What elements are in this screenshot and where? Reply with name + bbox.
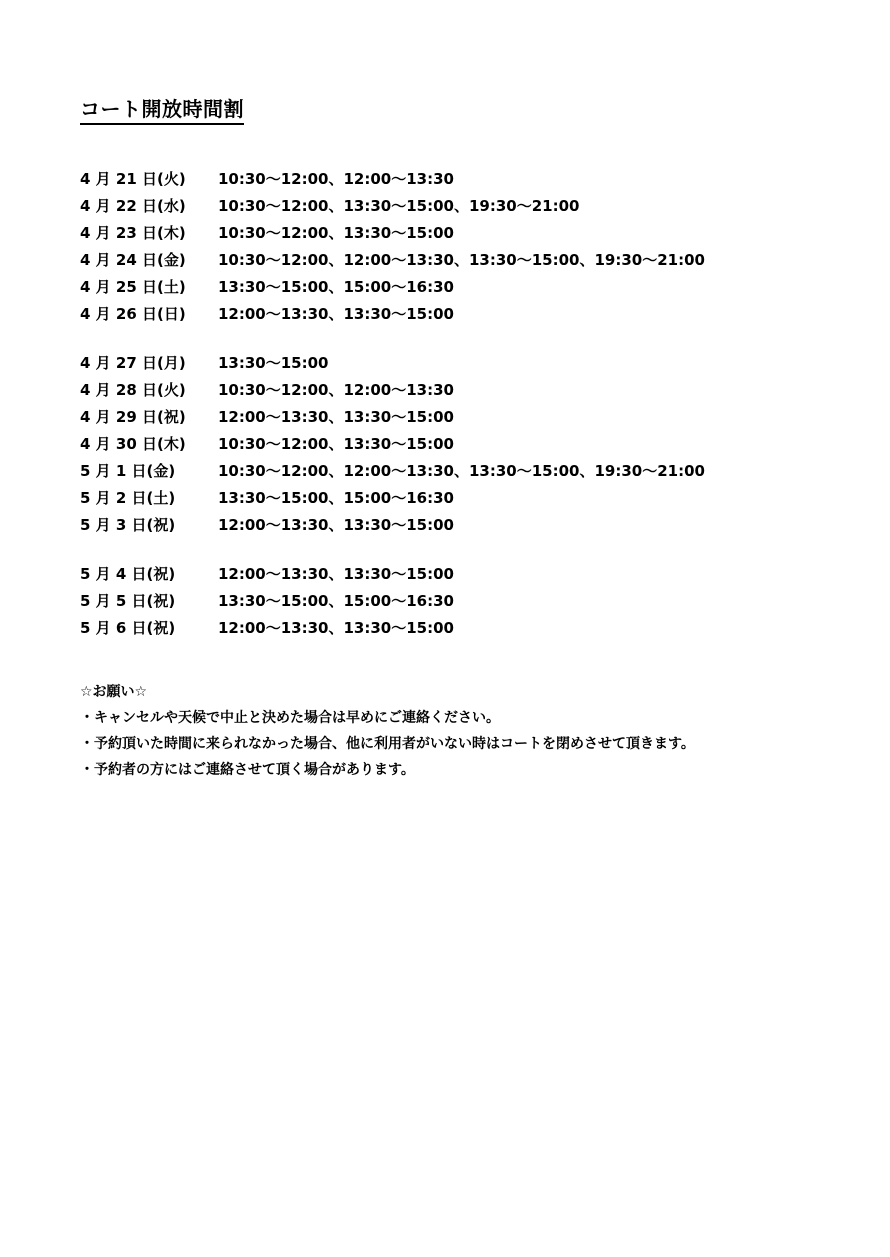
schedule-times: 10:30～12:00、12:00～13:30、13:30～15:00、19:30～21:00 [218,251,705,269]
schedule-row [80,561,705,588]
schedule-group [80,350,705,539]
schedule-row [80,350,705,377]
schedule-times: 12:00～13:30、13:30～15:00 [218,619,454,637]
notes-section [80,679,695,783]
page-title: コート開放時間割 [80,96,244,125]
schedule-date: 4 月 27 日(月) [80,354,186,372]
schedule-date: 4 月 22 日(水) [80,197,186,215]
schedule-times: 13:30～15:00、15:00～16:30 [218,278,454,296]
schedule-row [80,377,705,404]
schedule-row [80,166,705,193]
schedule-date: 5 月 6 日(祝) [80,619,176,637]
schedule-date: 4 月 23 日(木) [80,224,186,242]
schedule-date: 5 月 4 日(祝) [80,565,176,583]
schedule-date: 4 月 25 日(土) [80,278,186,296]
schedule-date: 5 月 1 日(金) [80,462,176,480]
note-item: ・予約者の方にはご連絡させて頂く場合があります。 [80,762,415,778]
schedule-group [80,166,705,328]
schedule-row [80,512,705,539]
schedule-times: 12:00～13:30、13:30～15:00 [218,516,454,534]
schedule-date: 5 月 5 日(祝) [80,592,176,610]
schedule-group [80,561,705,642]
schedule-times: 12:00～13:30、13:30～15:00 [218,305,454,323]
schedule-times: 10:30～12:00、13:30～15:00 [218,435,454,453]
note-item: ・予約頂いた時間に来られなかった場合、他に利用者がいない時はコートを閉めさせて頂きます。 [80,736,695,752]
schedule-times: 12:00～13:30、13:30～15:00 [218,565,454,583]
schedule-row [80,193,705,220]
schedule-times: 12:00～13:30、13:30～15:00 [218,408,454,426]
schedule-date: 4 月 26 日(日) [80,305,186,323]
schedule-row [80,220,705,247]
schedule-row [80,404,705,431]
schedule-times: 13:30～15:00、15:00～16:30 [218,489,454,507]
schedule-row [80,301,705,328]
notes-heading: ☆お願い☆ [80,684,148,700]
schedule-date: 4 月 24 日(金) [80,251,186,269]
schedule-row [80,458,705,485]
schedule-times: 13:30～15:00 [218,354,329,372]
schedule-row [80,274,705,301]
schedule-date: 4 月 29 日(祝) [80,408,186,426]
schedule-row [80,485,705,512]
schedule-times: 10:30～12:00、12:00～13:30、13:30～15:00、19:30～21:00 [218,462,705,480]
schedule-times: 10:30～12:00、13:30～15:00、19:30～21:00 [218,197,580,215]
schedule-row [80,588,705,615]
schedule-date: 5 月 3 日(祝) [80,516,176,534]
schedule-date: 4 月 28 日(火) [80,381,186,399]
schedule-times: 10:30～12:00、12:00～13:30 [218,170,454,188]
schedule-row [80,615,705,642]
schedule-times: 13:30～15:00、15:00～16:30 [218,592,454,610]
schedule-date: 5 月 2 日(土) [80,489,176,507]
schedule-times: 10:30～12:00、12:00～13:30 [218,381,454,399]
schedule-row [80,247,705,274]
note-item: ・キャンセルや天候で中止と決めた場合は早めにご連絡ください。 [80,710,500,726]
schedule-times: 10:30～12:00、13:30～15:00 [218,224,454,242]
schedule-date: 4 月 21 日(火) [80,170,186,188]
schedule-list [80,166,705,642]
schedule-row [80,431,705,458]
schedule-date: 4 月 30 日(木) [80,435,186,453]
